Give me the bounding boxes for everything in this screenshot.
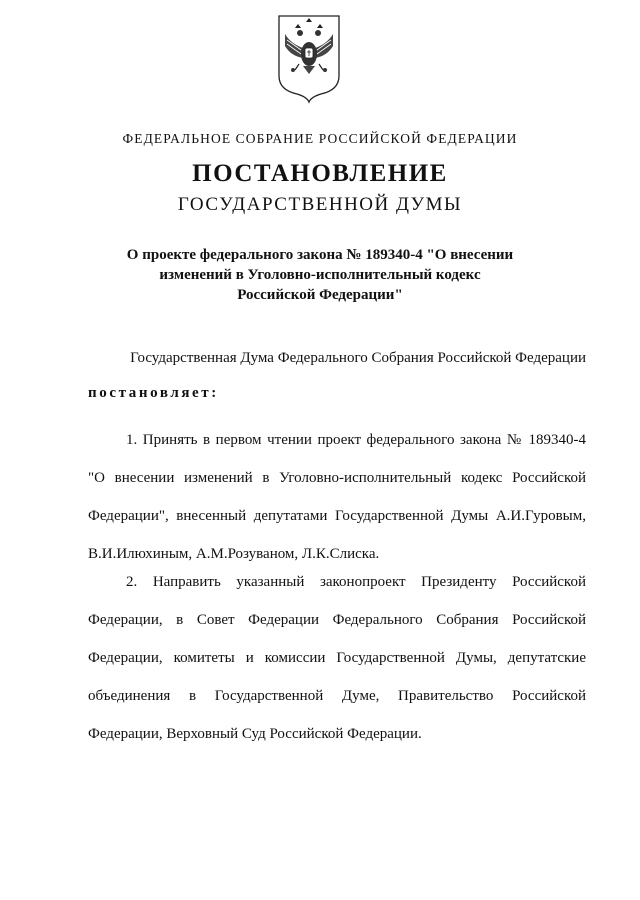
issuing-body: ГОСУДАРСТВЕННОЙ ДУМЫ	[177, 194, 463, 215]
subject-line: О проекте федерального закона № 189340-4 "О внесении	[126, 247, 514, 263]
resolves-word: постановляет:	[88, 385, 219, 401]
paragraph-line: 2. Направить указанный законопроект Президенту Российской	[126, 574, 586, 590]
resolution-subject	[100, 245, 540, 305]
preamble: Государственная Дума Федерального Собрания Российской Федерации	[130, 350, 586, 366]
paragraph-line: Федерации, Верховный Суд Российской Федерации.	[88, 726, 422, 742]
paragraph-line: "О внесении изменений в Уголовно-исполнительный кодекс Российской	[88, 470, 586, 486]
paragraph-line: Федерации", внесенный депутатами Государственной Думы А.И.Гуровым,	[88, 508, 586, 524]
paragraph-1	[88, 430, 586, 582]
subject-line: Российской Федерации"	[237, 287, 403, 303]
paragraph-line: 1. Принять в первом чтении проект федерального закона № 189340-4	[126, 432, 586, 448]
paragraph-line: объединения в Государственной Думе, Правительство Российской	[88, 688, 586, 704]
paragraph-line: Федерации, в Совет Федерации Федерального Собрания Российской	[88, 612, 586, 628]
document-type-title: ПОСТАНОВЛЕНИЕ	[192, 160, 448, 187]
double-headed-eagle-icon	[277, 14, 341, 104]
paragraph-line: В.И.Илюхиным, А.М.Розуваном, Л.К.Слиска.	[88, 546, 380, 562]
organization-name: ФЕДЕРАЛЬНОЕ СОБРАНИЕ РОССИЙСКОЙ ФЕДЕРАЦИИ	[122, 131, 518, 146]
paragraph-line: Федерации, комитеты и комиссии Государственной Думы, депутатские	[88, 650, 586, 666]
paragraph-2	[88, 572, 586, 762]
subject-line: изменений в Уголовно-исполнительный кодекс	[159, 267, 481, 283]
